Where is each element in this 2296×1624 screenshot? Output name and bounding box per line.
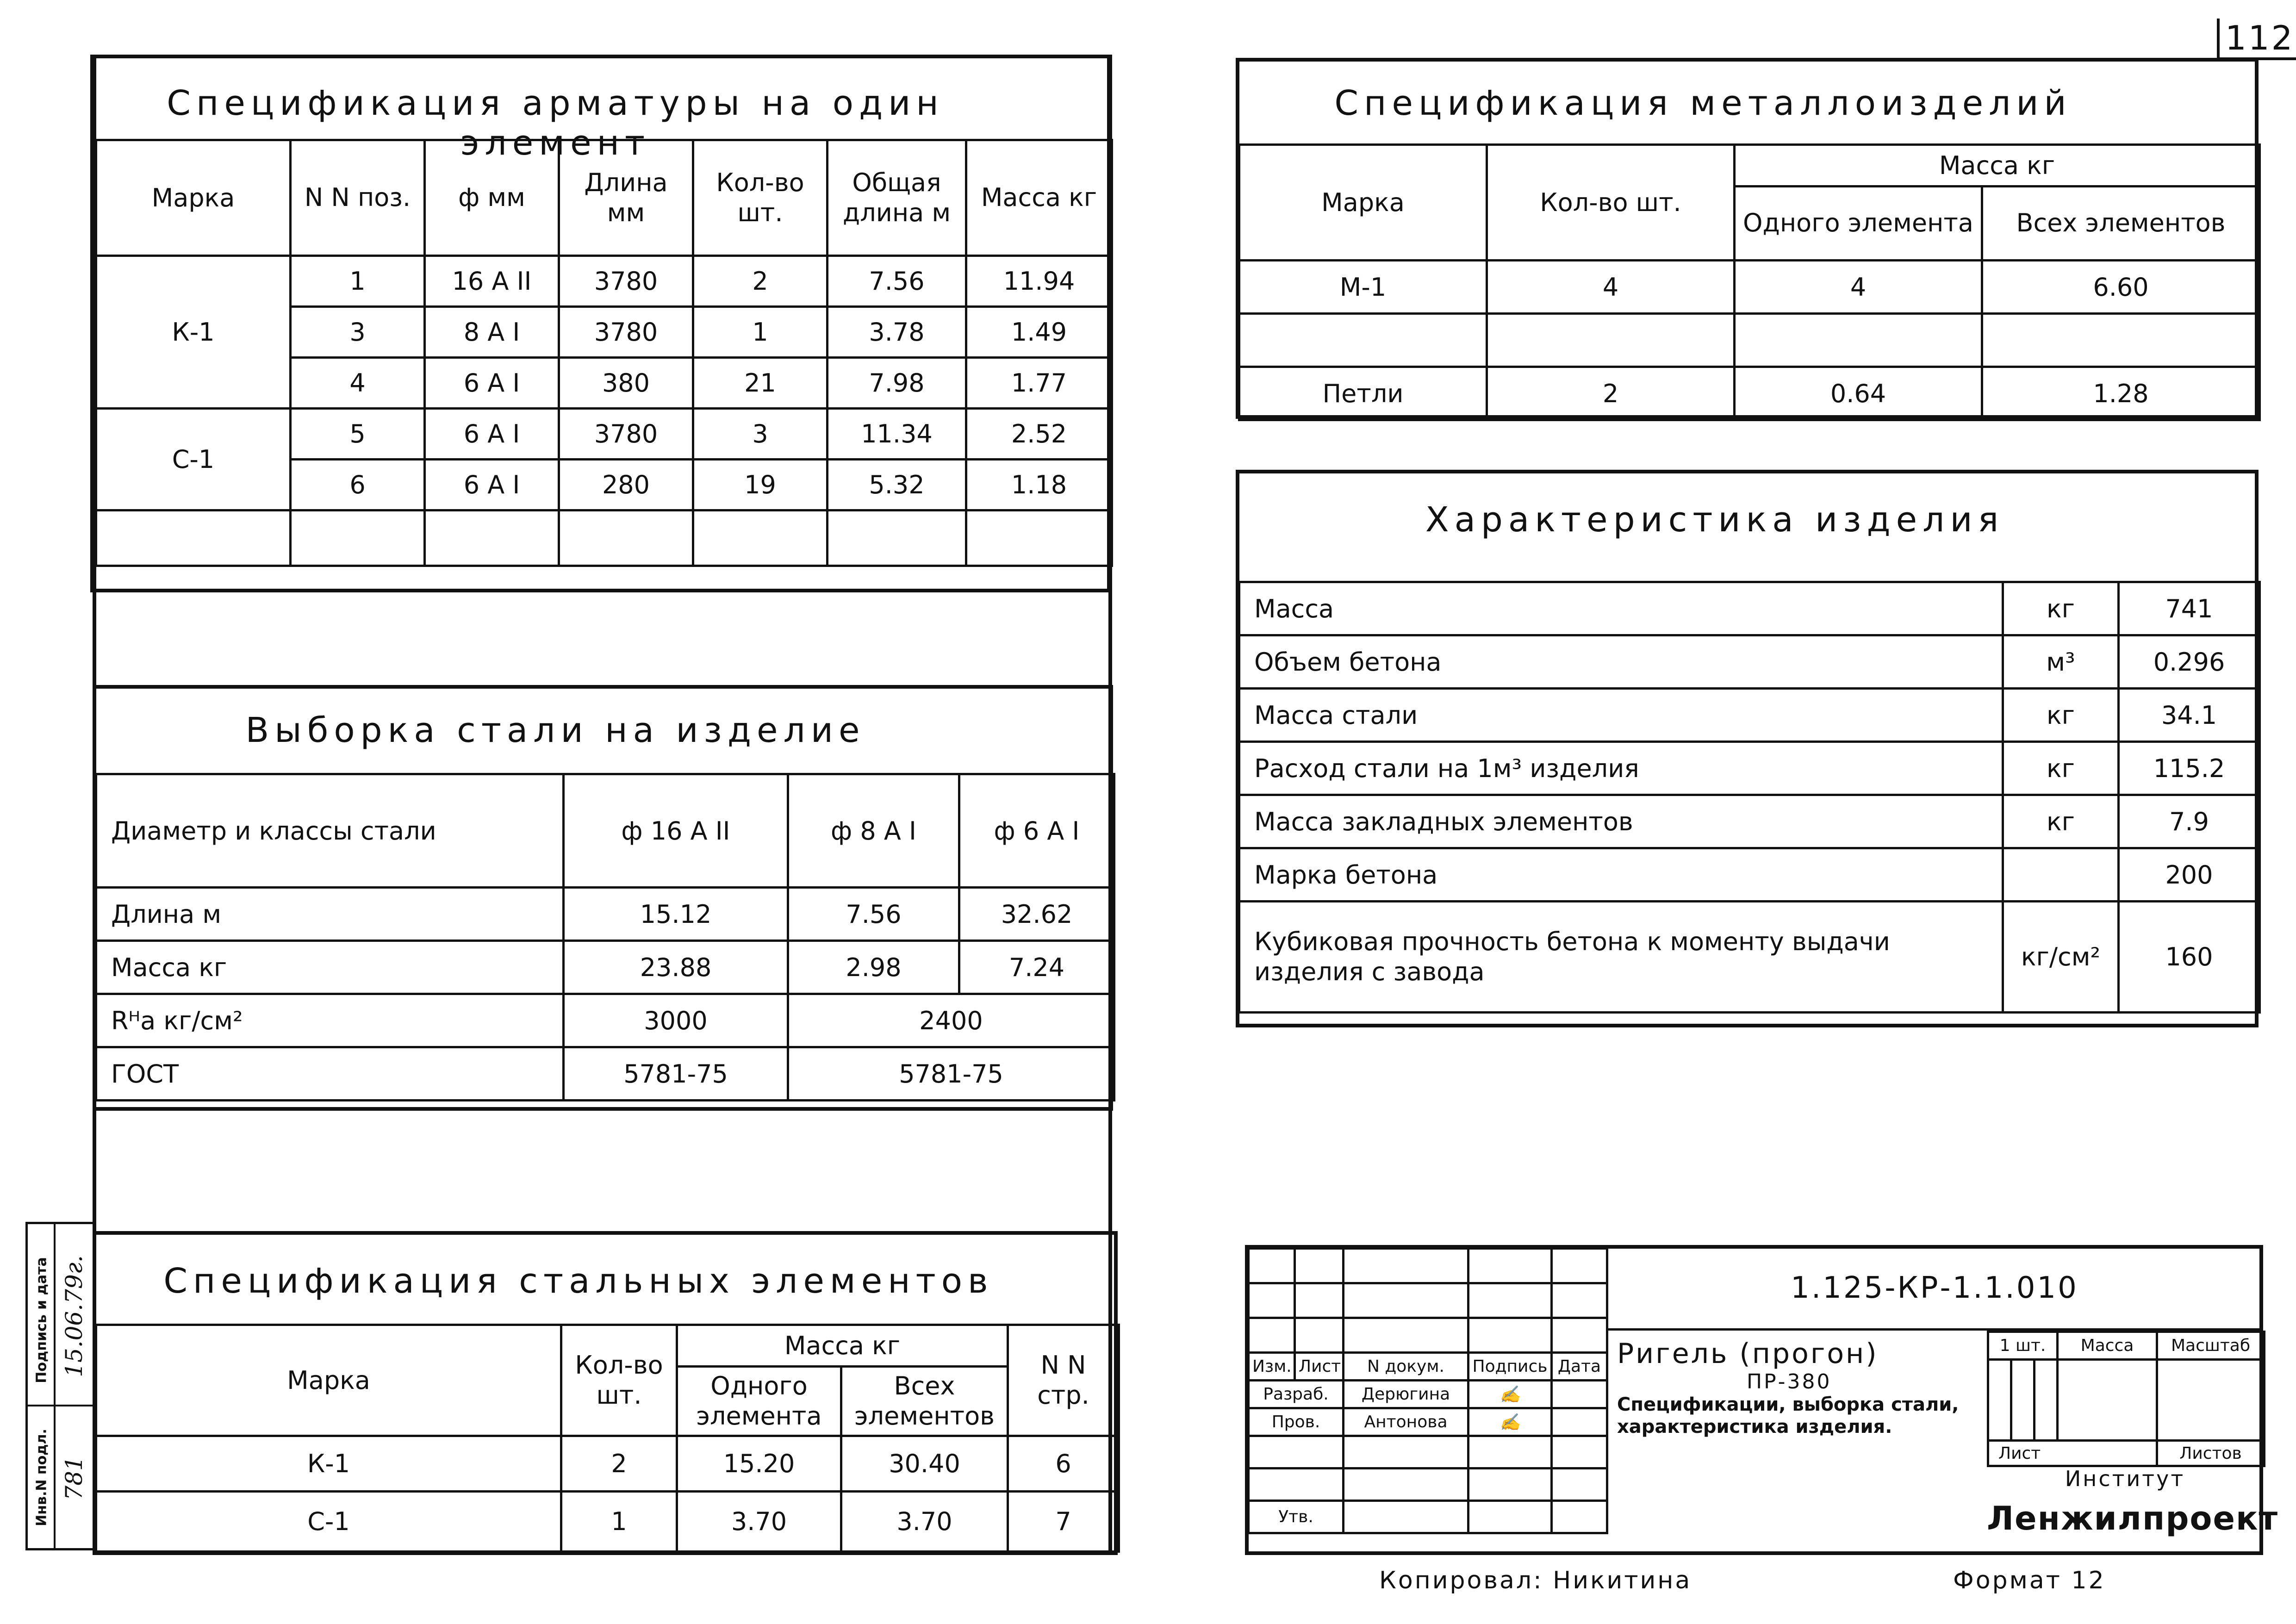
steel-col-8: ф 8 A I (788, 774, 959, 888)
grid-cell (1552, 1436, 1607, 1468)
rebar-col-total-length: Общая длина м (828, 140, 966, 256)
inv-label: Инв.N подл. (33, 1429, 50, 1526)
char-unit: м³ (2003, 635, 2119, 689)
rebar-cell: 2 (693, 256, 828, 307)
col-header-sign: Подпись (1468, 1353, 1552, 1381)
table-row (1239, 795, 2260, 848)
grid-cell (1468, 1501, 1552, 1533)
steel-el-cell: 30.40 (841, 1436, 1008, 1492)
steel-el-col-qty: Кол-во шт. (561, 1325, 677, 1436)
product-code: ПР-380 (1747, 1370, 1832, 1394)
steel-cell: 23.88 (564, 941, 788, 994)
steel-el-col-mark: Марка (96, 1325, 561, 1436)
institute-block (1987, 1466, 2279, 1554)
table-row (1239, 848, 2260, 902)
steel-el-cell: 3.70 (841, 1492, 1008, 1552)
steel-cell: 32.62 (959, 888, 1114, 941)
table-row (96, 256, 1112, 307)
grid-cell (1344, 1501, 1468, 1533)
table-row (1239, 742, 2260, 795)
stamp-sheet-label: Лист (1998, 1444, 2041, 1463)
rebar-empty-cell (559, 510, 693, 566)
grid-cell (1344, 1436, 1468, 1468)
format: Формат 12 (1953, 1567, 2106, 1594)
institute-label: Институт (2065, 1466, 2185, 1491)
grid-cell (1344, 1249, 1468, 1283)
grid-cell (1552, 1408, 1607, 1436)
rebar-col-mass: Масса кг (966, 140, 1112, 256)
steel-cell: 2400 (788, 994, 1114, 1047)
rebar-spec-title: Спецификация арматуры на один элемент (167, 83, 944, 163)
grid-cell (1344, 1283, 1468, 1318)
rebar-col-length: Длина мм (559, 140, 693, 256)
role-checker: Пров. (1249, 1408, 1344, 1436)
rebar-cell: 1.77 (966, 358, 1112, 409)
side-stamp (25, 1222, 95, 1550)
rebar-empty-cell (425, 510, 559, 566)
steel-el-cell: К-1 (96, 1436, 561, 1492)
steel-gost-label: ГОСТ (96, 1047, 564, 1101)
grid-cell (1249, 1468, 1344, 1501)
rebar-cell: 1 (693, 307, 828, 358)
table-row (96, 994, 1114, 1047)
grid-cell (2011, 1360, 2035, 1441)
metal-cell (1982, 314, 2260, 367)
table-row (96, 888, 1114, 941)
steel-cell: 3000 (564, 994, 788, 1047)
steel-elements-title: Спецификация стальных элементов (163, 1261, 994, 1301)
metal-cell: 6.60 (1982, 261, 2260, 314)
char-value: 200 (2119, 848, 2260, 902)
steel-el-cell: 1 (561, 1492, 677, 1552)
grid-cell (1552, 1468, 1607, 1501)
col-header-date: Дата (1552, 1353, 1607, 1381)
stamp-mass-label: Масса (2058, 1332, 2157, 1360)
rebar-mark-c1: С-1 (96, 409, 291, 510)
rebar-cell: 1.49 (966, 307, 1112, 358)
stamp-sheets-label: Листов (2157, 1441, 2265, 1466)
table-row (1239, 261, 2260, 314)
sign-value: 15.06.79г. (61, 1255, 87, 1377)
steel-length-label: Длина м (96, 888, 564, 941)
steel-el-col-all: Всех элементов (841, 1367, 1008, 1436)
grid-cell (1468, 1249, 1552, 1283)
person-developer: Дерюгина (1344, 1381, 1468, 1408)
rebar-empty-cell (693, 510, 828, 566)
grid-cell (2035, 1360, 2058, 1441)
steel-mass-label: Масса кг (96, 941, 564, 994)
table-row (1239, 314, 2260, 367)
rebar-col-pos: N N поз. (291, 140, 425, 256)
metal-cell: 4 (1735, 261, 1982, 314)
metal-cell (1239, 314, 1487, 367)
rebar-cell: 7.56 (828, 256, 966, 307)
grid-cell (1249, 1318, 1295, 1353)
grid-cell (2157, 1360, 2265, 1441)
stamp-grid (1987, 1331, 2265, 1467)
role-approve: Утв. (1249, 1501, 1344, 1533)
rebar-cell: 6 A I (425, 460, 559, 510)
table-row (96, 1047, 1114, 1101)
table-row (96, 1436, 1119, 1492)
char-value: 0.296 (2119, 635, 2260, 689)
grid-cell (1344, 1468, 1468, 1501)
steel-col-6: ф 6 A I (959, 774, 1114, 888)
rebar-empty-cell (828, 510, 966, 566)
table-row (1239, 689, 2260, 742)
characteristics-title: Характеристика изделия (1425, 500, 2004, 540)
sign-label: Подпись и дата (33, 1257, 50, 1383)
rebar-cell: 280 (559, 460, 693, 510)
metal-cell: 1.28 (1982, 367, 2260, 420)
table-row (1239, 582, 2260, 635)
char-label: Кубиковая прочность бетона к моменту выдачи изделия с завода (1239, 902, 2003, 1013)
sheet-number: 112 (2217, 19, 2296, 60)
steel-el-col-sheet: N N стр. (1008, 1325, 1119, 1436)
char-label: Масса (1239, 582, 2003, 635)
rebar-col-diam: ф мм (425, 140, 559, 256)
char-unit: кг (2003, 582, 2119, 635)
steel-el-col-mass: Масса кг (677, 1325, 1008, 1367)
rebar-cell: 3 (693, 409, 828, 460)
rebar-cell: 11.94 (966, 256, 1112, 307)
metal-col-mark: Марка (1239, 145, 1487, 261)
rebar-cell: 11.34 (828, 409, 966, 460)
revision-grid (1247, 1247, 1608, 1534)
grid-cell (1468, 1318, 1552, 1353)
char-unit (2003, 848, 2119, 902)
steel-el-cell: 3.70 (677, 1492, 841, 1552)
rebar-cell: 5.32 (828, 460, 966, 510)
rebar-empty-cell (291, 510, 425, 566)
char-value: 741 (2119, 582, 2260, 635)
institute-name: Ленжилпроект (1987, 1500, 2279, 1537)
char-unit: кг (2003, 742, 2119, 795)
char-label: Расход стали на 1м³ изделия (1239, 742, 2003, 795)
steel-el-cell: 7 (1008, 1492, 1119, 1552)
rebar-cell: 1.18 (966, 460, 1112, 510)
rebar-cell: 3780 (559, 256, 693, 307)
char-label: Марка бетона (1239, 848, 2003, 902)
rebar-cell: 4 (291, 358, 425, 409)
stamp-sheet-cell (1988, 1441, 2157, 1466)
grid-cell (1468, 1283, 1552, 1318)
grid-cell (1249, 1436, 1344, 1468)
steel-selection-title: Выборка стали на изделие (245, 710, 865, 750)
grid-cell (1552, 1501, 1607, 1533)
table-row (1239, 635, 2260, 689)
char-unit: кг (2003, 795, 2119, 848)
rebar-cell: 1 (291, 256, 425, 307)
table-row (96, 409, 1112, 460)
steel-el-col-one: Одного элемента (677, 1367, 841, 1436)
steel-cell: 7.24 (959, 941, 1114, 994)
person-checker: Антонова (1344, 1408, 1468, 1436)
steel-selection-table (95, 773, 1115, 1101)
steel-cell: 7.56 (788, 888, 959, 941)
grid-cell (1344, 1318, 1468, 1353)
metal-cell (1735, 314, 1982, 367)
stamp-qty-label: 1 шт. (1988, 1332, 2058, 1360)
metal-cell: Петли (1239, 367, 1487, 420)
center-divider-line (1108, 55, 1112, 1554)
col-header-list: Лист (1295, 1353, 1344, 1381)
table-row (96, 1492, 1119, 1552)
rebar-col-qty: Кол-во шт. (693, 140, 828, 256)
signature-checker: ✍ (1468, 1408, 1552, 1436)
metal-cell: 2 (1487, 367, 1735, 420)
col-header-izm: Изм. (1249, 1353, 1295, 1381)
rebar-cell: 21 (693, 358, 828, 409)
rebar-col-mark: Марка (96, 140, 291, 256)
steel-cell: 15.12 (564, 888, 788, 941)
char-label: Масса закладных элементов (1239, 795, 2003, 848)
metal-spec-title: Спецификация металлоизделий (1334, 83, 2072, 123)
table-row (96, 941, 1114, 994)
side-stamp-divider (28, 1405, 93, 1406)
steel-ra-label: Rᴴa кг/см² (96, 994, 564, 1047)
grid-cell (1295, 1318, 1344, 1353)
grid-cell (1468, 1468, 1552, 1501)
metal-col-mass: Масса кг (1735, 145, 2260, 187)
steel-elements-table (95, 1324, 1120, 1553)
char-label: Масса стали (1239, 689, 2003, 742)
role-developer: Разраб. (1249, 1381, 1344, 1408)
steel-el-cell: 6 (1008, 1436, 1119, 1492)
characteristics-table (1238, 581, 2261, 1014)
rebar-cell: 3.78 (828, 307, 966, 358)
rebar-cell: 6 A I (425, 358, 559, 409)
steel-col-16: ф 16 A II (564, 774, 788, 888)
steel-cell: 2.98 (788, 941, 959, 994)
metal-col-all: Всех элементов (1982, 187, 2260, 261)
grid-cell (1249, 1283, 1295, 1318)
grid-cell (1552, 1249, 1607, 1283)
grid-cell (1552, 1318, 1607, 1353)
left-margin-line (93, 55, 96, 1554)
signature-developer: ✍ (1468, 1381, 1552, 1408)
metal-col-qty: Кол-во шт. (1487, 145, 1735, 261)
steel-el-cell: 2 (561, 1436, 677, 1492)
rebar-spec-table (95, 139, 1113, 567)
product-name-block (1610, 1333, 1987, 1476)
side-stamp-label-column (28, 1224, 56, 1548)
char-unit: кг (2003, 689, 2119, 742)
steel-el-cell: 15.20 (677, 1436, 841, 1492)
col-header-doc: N докум. (1344, 1353, 1468, 1381)
inv-value: 781 (61, 1456, 87, 1500)
metal-cell (1487, 314, 1735, 367)
rebar-cell: 16 A II (425, 256, 559, 307)
steel-el-cell: С-1 (96, 1492, 561, 1552)
grid-cell (1295, 1283, 1344, 1318)
rebar-mark-k1: К-1 (96, 256, 291, 409)
grid-cell (1552, 1381, 1607, 1408)
grid-cell (1468, 1436, 1552, 1468)
metal-cell: 0.64 (1735, 367, 1982, 420)
rebar-cell: 7.98 (828, 358, 966, 409)
char-value: 160 (2119, 902, 2260, 1013)
grid-cell (1552, 1283, 1607, 1318)
table-row (1239, 902, 2260, 1013)
stamp-scale-label: Масштаб (2157, 1332, 2265, 1360)
table-row (1239, 367, 2260, 420)
steel-cell: 5781-75 (788, 1047, 1114, 1101)
rebar-cell: 3 (291, 307, 425, 358)
char-value: 7.9 (2119, 795, 2260, 848)
document-code: 1.125-КР-1.1.010 (1606, 1247, 2263, 1331)
rebar-empty-cell (966, 510, 1112, 566)
char-label: Объем бетона (1239, 635, 2003, 689)
grid-cell (1295, 1249, 1344, 1283)
table-row (96, 510, 1112, 566)
metal-col-one: Одного элемента (1735, 187, 1982, 261)
char-value: 115.2 (2119, 742, 2260, 795)
grid-cell (1249, 1249, 1295, 1283)
rebar-empty-cell (96, 510, 291, 566)
rebar-cell: 380 (559, 358, 693, 409)
product-description: Спецификации, выборка стали, характеристика изделия. (1617, 1394, 1959, 1437)
rebar-cell: 19 (693, 460, 828, 510)
product-name: Ригель (прогон) (1617, 1338, 1879, 1370)
rebar-cell: 3780 (559, 307, 693, 358)
rebar-cell: 3780 (559, 409, 693, 460)
metal-cell: 4 (1487, 261, 1735, 314)
metal-cell: М-1 (1239, 261, 1487, 314)
char-value: 34.1 (2119, 689, 2260, 742)
char-unit: кг/см² (2003, 902, 2119, 1013)
rebar-cell: 8 A I (425, 307, 559, 358)
rebar-cell: 6 A I (425, 409, 559, 460)
grid-cell (2058, 1360, 2157, 1441)
metal-spec-table (1238, 143, 2261, 421)
rebar-cell: 6 (291, 460, 425, 510)
steel-header-label: Диаметр и классы стали (96, 774, 564, 888)
rebar-cell: 5 (291, 409, 425, 460)
copied-by: Копировал: Никитина (1379, 1567, 1692, 1594)
rebar-cell: 2.52 (966, 409, 1112, 460)
steel-cell: 5781-75 (564, 1047, 788, 1101)
grid-cell (1988, 1360, 2011, 1441)
